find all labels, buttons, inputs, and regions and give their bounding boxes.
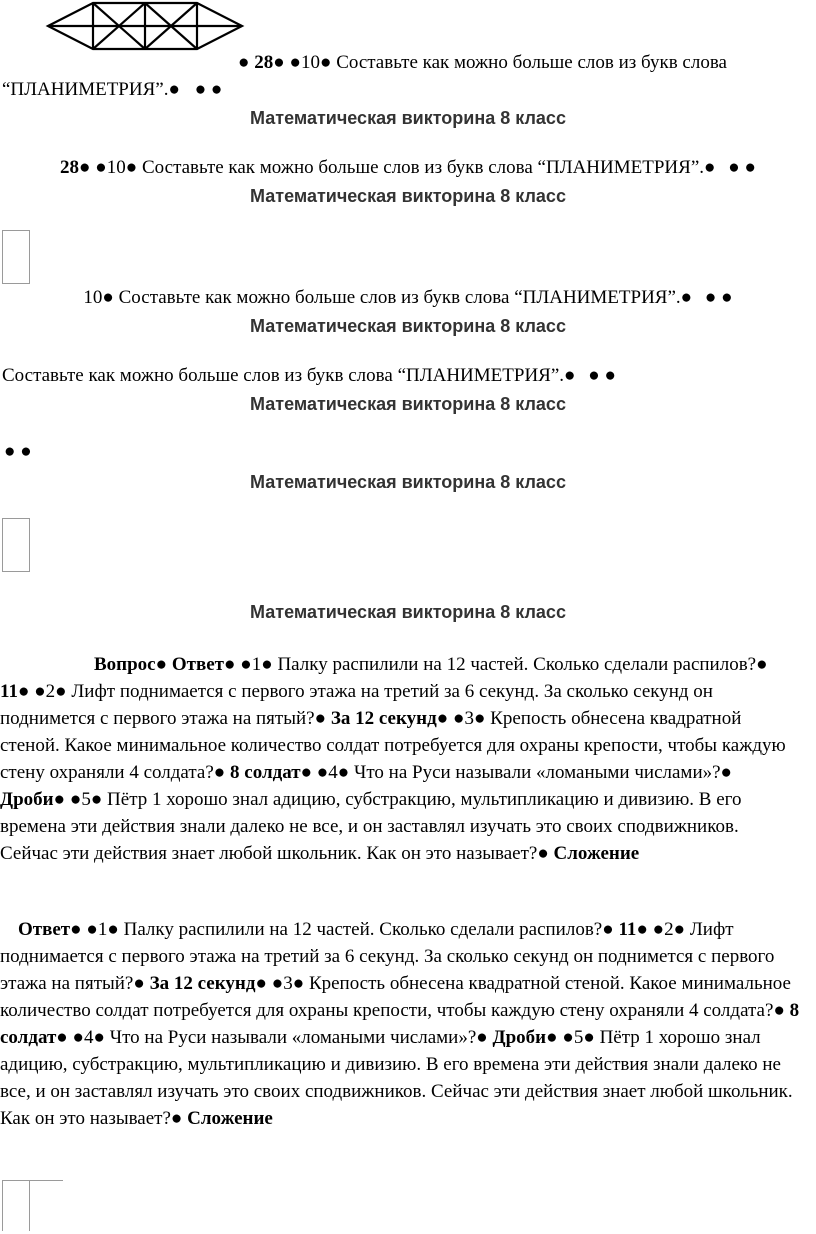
page-title-3: Математическая викторина 8 класс: [250, 316, 566, 336]
fragment-line-4: Составьте как можно больше слов из букв слова “ПЛАНИМЕТРИЯ”.● ● ●: [2, 365, 616, 386]
number-28: 28: [254, 52, 274, 73]
page-title-1: Математическая викторина 8 класс: [250, 108, 566, 128]
page-title-6: Математическая викторина 8 класс: [250, 602, 566, 622]
page-title-4: Математическая викторина 8 класс: [250, 394, 566, 414]
hexagon-figure-icon: [45, 0, 245, 52]
page-title-5: Математическая викторина 8 класс: [250, 472, 566, 492]
fragment-line-2: 28● ●10● Составьте как можно больше слов из букв слова “ПЛАНИМЕТРИЯ”.● ● ●: [60, 157, 756, 178]
page-title-2: Математическая викторина 8 класс: [250, 186, 566, 206]
placeholder-box-1: [2, 230, 30, 284]
word-text: “ПЛАНИМЕТРИЯ”.: [2, 79, 169, 100]
table-divider: [29, 1181, 30, 1231]
quiz-paragraph-2: Ответ● ●1● Палку распилили на 12 частей. Сколько сделали распилов?● 11● ●2● Лифт поднимается с первого этажа на третий за 6 секунд. За сколько секунд он поднимется с первого этажа на пятый?● За 12 секунд● ●3● Крепость обнесена квадратной стеной. Какое минимальное количество солдат потребуется для охраны крепости, чтобы каждую стену охраняли 4 солдата?● 8 солдат● ●4● Что на Руси называли «ломаными числами»?● Дроби● ●5● Пётр 1 хорошо знал адицию, субстракцию, мультипликацию и дивизию. В его времена эти действия знали далеко не все, и он заставлял изучать это своих сподвижников. Сейчас эти действия знает любой школьник. Как он это называет?● Сложение: [0, 919, 800, 1129]
placeholder-table: [2, 1180, 63, 1231]
number-10: 10: [300, 52, 320, 73]
quiz-paragraph-1: Вопрос● Ответ● ●1● Палку распилили на 12 частей. Сколько сделали распилов?● 11● ●2● Лифт поднимается с первого этажа на третий за 6 секунд. За сколько секунд он поднимется с первого этажа на пятый?● За 12 секунд● ●3● Крепость обнесена квадратной стеной. Какое минимальное количество солдат потребуется для охраны крепости, чтобы каждую стену охраняли 4 солдата?● 8 солдат● ●4● Что на Руси называли «ломаными числами»?● Дроби● ●5● Пётр 1 хорошо знал адицию, субстракцию, мультипликацию и дивизию. В его времена эти действия знали далеко не все, и он заставлял изучать это своих сподвижников. Сейчас эти действия знает любой школьник. Как он это называет?● Сложение: [0, 654, 786, 864]
fragment-line-3: 10● Составьте как можно больше слов из букв слова “ПЛАНИМЕТРИЯ”.● ● ●: [83, 287, 733, 308]
placeholder-box-2: [2, 518, 30, 572]
fragment-line-1b: “ПЛАНИМЕТРИЯ”.● ● ●: [2, 79, 223, 100]
fragment-line-1: ● 28● ●10● Составьте как можно больше слов из букв слова: [238, 52, 727, 73]
instruction-text: Составьте как можно больше слов из букв слова: [336, 52, 727, 73]
fragment-bullets: ● ●: [4, 441, 32, 462]
